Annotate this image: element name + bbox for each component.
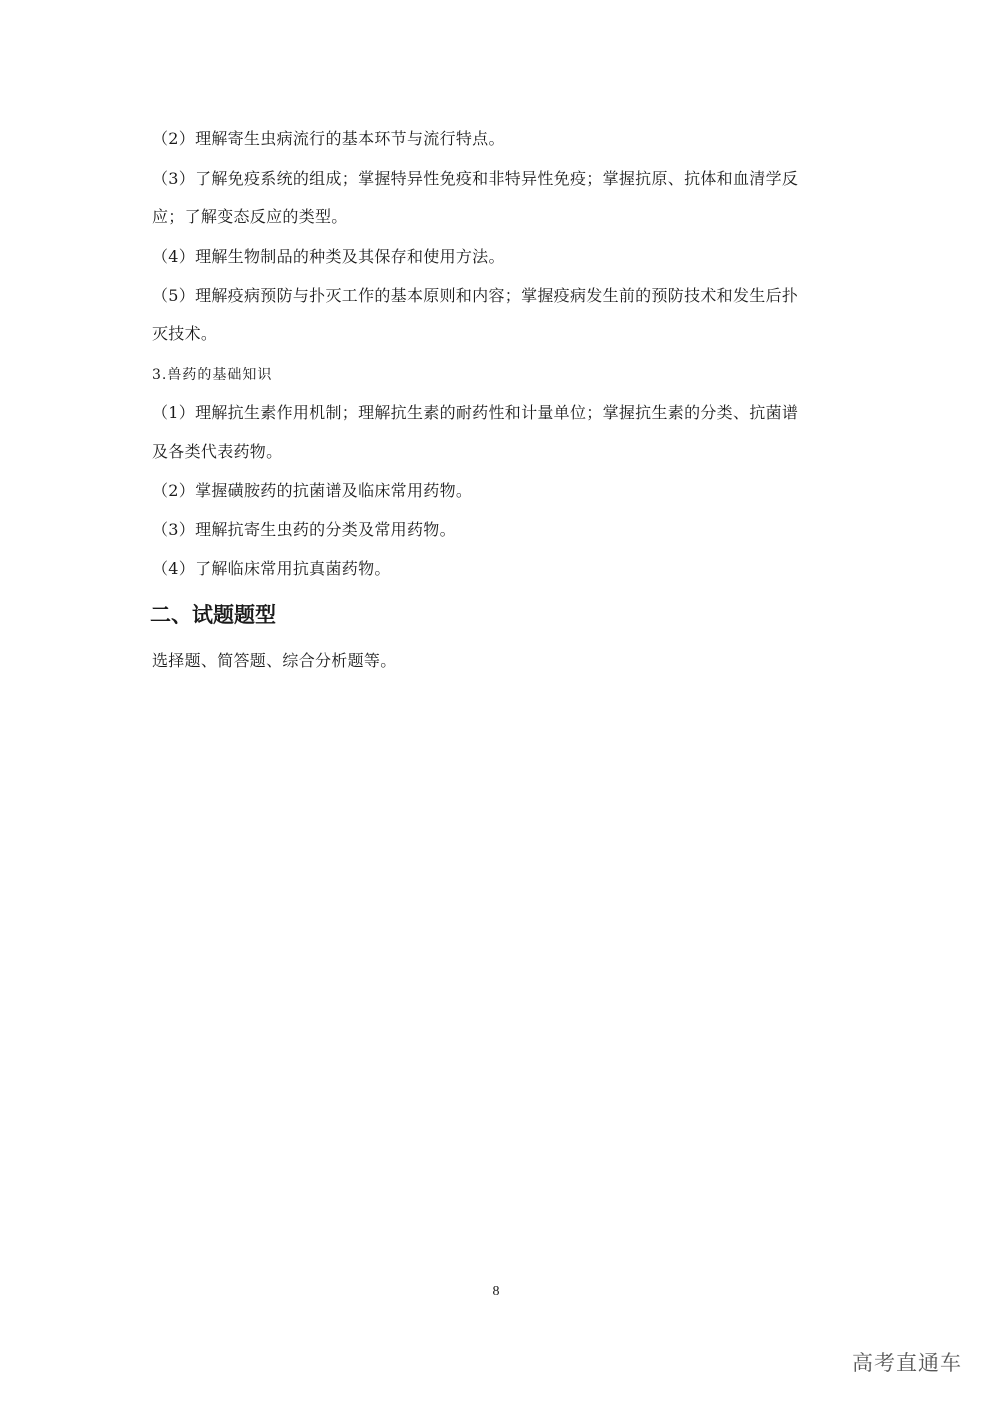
watermark-text: 高考直通车 bbox=[852, 1351, 962, 1375]
paragraph-5-line-1: （5）理解疫病预防与扑灭工作的基本原则和内容；掌握疫病发生前的预防技术和发生后扑 bbox=[152, 286, 799, 305]
section-3-paragraph-3: （3）理解抗寄生虫药的分类及常用药物。 bbox=[152, 520, 456, 539]
question-types-text: 选择题、简答题、综合分析题等。 bbox=[152, 651, 397, 670]
section-3-paragraph-1-line-2: 及各类代表药物。 bbox=[152, 442, 283, 461]
section-heading-question-types: 二、试题题型 bbox=[150, 603, 276, 627]
section-3-title: 3.兽药的基础知识 bbox=[152, 367, 273, 383]
paragraph-3-line-1: （3）了解免疫系统的组成；掌握特异性免疫和非特异性免疫；掌握抗原、抗体和血清学反 bbox=[152, 169, 799, 188]
paragraph-5-line-2: 灭技术。 bbox=[152, 324, 218, 343]
section-3-paragraph-4: （4）了解临床常用抗真菌药物。 bbox=[152, 559, 391, 578]
section-3-paragraph-2: （2）掌握磺胺药的抗菌谱及临床常用药物。 bbox=[152, 481, 473, 500]
page-number: 8 bbox=[492, 1284, 500, 1299]
paragraph-3-line-2: 应；了解变态反应的类型。 bbox=[152, 207, 348, 226]
paragraph-4: （4）理解生物制品的种类及其保存和使用方法。 bbox=[152, 247, 505, 266]
section-3-paragraph-1-line-1: （1）理解抗生素作用机制；理解抗生素的耐药性和计量单位；掌握抗生素的分类、抗菌谱 bbox=[152, 403, 799, 422]
paragraph-2: （2）理解寄生虫病流行的基本环节与流行特点。 bbox=[152, 129, 505, 148]
